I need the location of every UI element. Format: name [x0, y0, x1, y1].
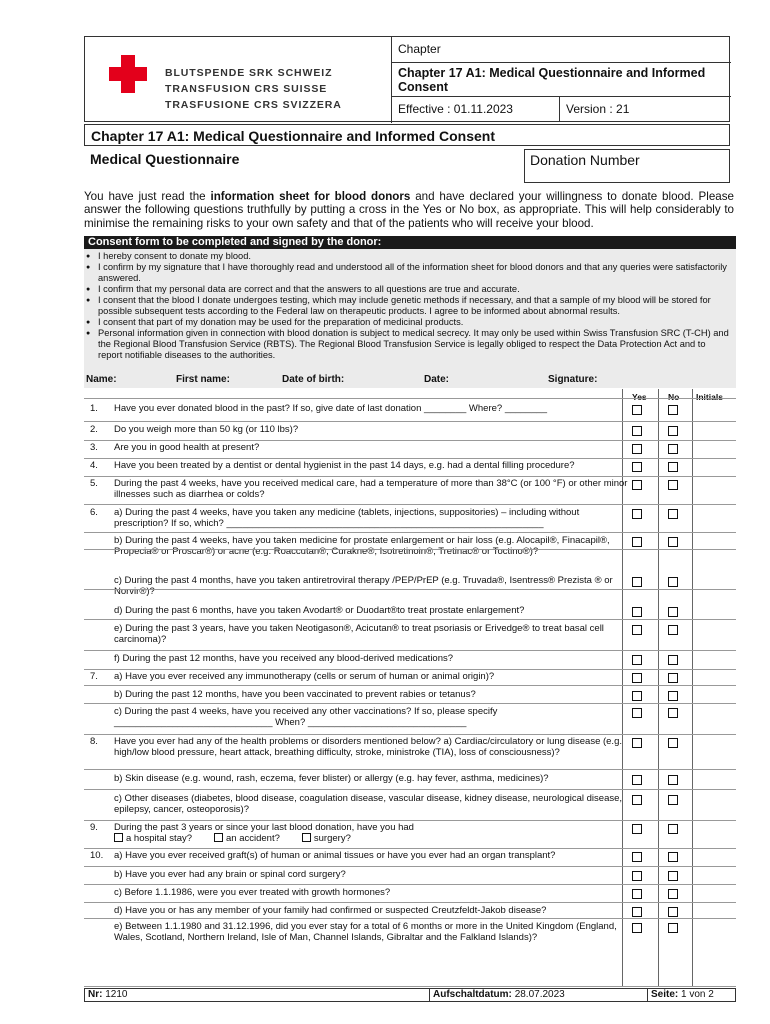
no-checkbox[interactable]	[668, 889, 678, 899]
page-title: Medical Questionnaire	[90, 151, 240, 167]
yes-column-header: Yes	[632, 392, 647, 402]
no-checkbox[interactable]	[668, 824, 678, 834]
chapter-label: Chapter	[392, 37, 731, 63]
yes-checkbox[interactable]	[632, 852, 642, 862]
row-divider	[84, 734, 736, 735]
no-checkbox[interactable]	[668, 405, 678, 415]
org-line-it: TRASFUSIONE CRS SVIZZERA	[165, 99, 342, 111]
question-text-main: b) During the past 4 weeks, have you taken medicine for prostate enlargement or hair loss (e.g. Alocapil®, Finacapil®, Propecia® or Proscar®) or acne (e.g. Roaccutan®, Curakne®, Isotretinoin®, Tretinac® or Toctino®)?	[114, 535, 610, 558]
question-text	[114, 773, 634, 784]
row-divider	[84, 440, 736, 441]
row-divider	[84, 398, 736, 399]
yes-checkbox[interactable]	[632, 405, 642, 415]
question-text-main: d) Have you or has any member of your family had confirmed or suspected Creutzfeldt-Jakob disease?	[114, 905, 547, 916]
chapter-title: Chapter 17 A1: Medical Questionnaire and Informed Consent	[392, 63, 731, 97]
row-divider	[84, 619, 736, 620]
question-text-main: Are you in good health at present?	[114, 442, 260, 453]
question-text-main: b) During the past 12 months, have you been vaccinated to prevent rabies or tetanus?	[114, 689, 476, 700]
sub-option-checkbox[interactable]	[114, 833, 123, 842]
row-divider	[84, 820, 736, 821]
no-checkbox[interactable]	[668, 795, 678, 805]
signature-field-label[interactable]: Signature:	[548, 374, 598, 385]
sub-option-label: surgery?	[313, 833, 351, 845]
no-checkbox[interactable]	[668, 907, 678, 917]
question-text	[114, 442, 634, 453]
question-text	[114, 623, 634, 645]
yes-checkbox[interactable]	[632, 775, 642, 785]
question-text-main: c) Other diseases (diabetes, blood disease, coagulation disease, vascular disease, kidney disease, neurological disease, epilepsy, cancer, osteoporosis)?	[114, 793, 623, 816]
consent-heading: Consent form to be completed and signed by the donor:	[84, 236, 736, 249]
dob-field-label[interactable]: Date of birth:	[282, 374, 345, 385]
row-divider	[84, 589, 736, 590]
yes-checkbox[interactable]	[632, 871, 642, 881]
consent-list	[84, 249, 736, 361]
no-checkbox[interactable]	[668, 509, 678, 519]
date-label: Aufschaltdatum:	[433, 989, 512, 1000]
row-divider	[84, 504, 736, 505]
question-text-main: b) Have you ever had any brain or spinal cord surgery?	[114, 869, 346, 880]
question-number: 10.	[90, 850, 104, 861]
sub-option[interactable]	[214, 833, 280, 844]
question-text-main: d) During the past 6 months, have you taken Avodart® or Duodart®to treat prostate enlargement?	[114, 605, 525, 616]
question-text	[114, 736, 634, 758]
question-text-main: c) During the past 4 weeks, have you received any other vaccinations? If so, please specify ______________________________ When? ______________________________	[114, 706, 498, 729]
consent-item: ● I hereby consent to donate my blood.	[86, 251, 732, 262]
question-number: 6.	[90, 507, 98, 518]
question-text-main: e) Between 1.1.1980 and 31.12.1996, did you ever stay for a total of 6 months or more in the United Kingdom (England, Wales, Scotland, Northern Ireland, Isle of Man, Channel Islands, Gibraltar and the Falkland Islands)?	[114, 921, 617, 944]
yes-checkbox[interactable]	[632, 444, 642, 454]
question-text	[114, 478, 634, 500]
yes-checkbox[interactable]	[632, 462, 642, 472]
yes-checkbox[interactable]	[632, 795, 642, 805]
nr-value: 1210	[105, 989, 128, 1000]
no-checkbox[interactable]	[668, 738, 678, 748]
yes-checkbox[interactable]	[632, 738, 642, 748]
no-checkbox[interactable]	[668, 577, 678, 587]
question-text	[114, 671, 634, 682]
intro-part2: and have declared your willingness to donate blood. Please answer the following questions truthfully by putting a cross in the Yes or No box, as appropriate. This will help considerably to minimise the remaining risks to your own safety and that of the patients who will receive your blood.	[84, 190, 734, 230]
yes-checkbox[interactable]	[632, 607, 642, 617]
question-text-main: a) During the past 4 weeks, have you taken any medicine (tablets, injections, suppositories) – including without prescription? If so, which? ____________________________________________________________	[114, 507, 580, 530]
header-info	[391, 37, 731, 123]
sub-option-label: an accident?	[226, 833, 280, 845]
question-text	[114, 793, 634, 815]
yes-checkbox[interactable]	[632, 655, 642, 665]
intro-part1: You have just read the	[84, 190, 211, 203]
question-text-main: During the past 4 weeks, have you received medical care, had a temperature of more than 38°C (or 100 °F) or other minor illnesses such as diarrhea or colds?	[114, 478, 628, 501]
question-text	[114, 403, 634, 414]
row-divider	[84, 703, 736, 704]
logo-area	[85, 37, 391, 123]
no-checkbox[interactable]	[668, 923, 678, 933]
question-text	[114, 921, 634, 943]
question-number: 7.	[90, 671, 98, 682]
no-checkbox[interactable]	[668, 775, 678, 785]
yes-checkbox[interactable]	[632, 889, 642, 899]
question-text	[114, 869, 634, 880]
no-checkbox[interactable]	[668, 537, 678, 547]
row-divider	[84, 986, 736, 987]
page-value: 1 von 2	[681, 989, 714, 1000]
row-divider	[84, 866, 736, 867]
row-divider	[84, 458, 736, 459]
question-text	[114, 605, 634, 616]
donation-number-field[interactable]	[524, 149, 730, 183]
question-text	[114, 535, 634, 557]
header-meta	[392, 97, 731, 121]
no-checkbox[interactable]	[668, 655, 678, 665]
question-text	[114, 653, 634, 664]
sub-option-checkbox[interactable]	[214, 833, 223, 842]
question-text-main: Have you ever donated blood in the past? If so, give date of last donation ________ Where? ________	[114, 403, 548, 414]
no-checkbox[interactable]	[668, 673, 678, 683]
donation-number-label: Donation Number	[530, 152, 640, 168]
question-text	[114, 507, 634, 529]
document-header	[84, 36, 730, 122]
org-line-de: BLUTSPENDE SRK SCHWEIZ	[165, 67, 333, 79]
consent-item: ● Personal information given in connection with blood donation is subject to medical secrecy. It may only be used within Swiss Transfusion SRC (T-CH) and the Regional Blood Transfusion Service (RBTS). The Regional Blood Transfusion Service is legally obliged to respect the Data Protection Act and to report notifiable diseases to the authorities.	[86, 328, 732, 361]
no-checkbox[interactable]	[668, 708, 678, 718]
initials-column-header: Initials	[696, 392, 723, 402]
question-text	[114, 689, 634, 700]
no-checkbox[interactable]	[668, 852, 678, 862]
row-divider	[84, 848, 736, 849]
column-divider	[658, 389, 659, 987]
question-text-main: Have you been treated by a dentist or dental hygienist in the past 14 days, e.g. had a dental filling procedure?	[114, 460, 575, 471]
no-checkbox[interactable]	[668, 691, 678, 701]
yes-checkbox[interactable]	[632, 625, 642, 635]
question-text-main: c) Before 1.1.1986, were you ever treated with growth hormones?	[114, 887, 391, 898]
consent-item: ● I consent that the blood I donate undergoes testing, which may include genetic methods if necessary, and that a sample of my blood will be stored for possible subsequent tests according to the Federal law on therapeutic products. I agree to be informed about abnormal results.	[86, 295, 732, 317]
date-value: 28.07.2023	[514, 989, 565, 1000]
sub-option[interactable]	[114, 833, 192, 844]
sub-options	[114, 833, 634, 844]
question-number: 2.	[90, 424, 98, 435]
row-divider	[84, 685, 736, 686]
question-text-main: Do you weigh more than 50 kg (or 110 lbs)?	[114, 424, 299, 435]
no-checkbox[interactable]	[668, 607, 678, 617]
version: Version : 21	[566, 102, 630, 116]
intro-paragraph	[84, 190, 734, 230]
row-divider	[84, 789, 736, 790]
consent-item: ● I confirm by my signature that I have thoroughly read and understood all of the information sheet for blood donors and that any queries were satisfactorily answered.	[86, 262, 732, 284]
consent-item: ● I confirm that my personal data are correct and that the answers to all questions are true and accurate.	[86, 284, 732, 295]
row-divider	[84, 650, 736, 651]
no-checkbox[interactable]	[668, 426, 678, 436]
yes-checkbox[interactable]	[632, 824, 642, 834]
question-number: 3.	[90, 442, 98, 453]
no-checkbox[interactable]	[668, 462, 678, 472]
question-text	[114, 822, 634, 844]
no-checkbox[interactable]	[668, 625, 678, 635]
sub-option-label: a hospital stay?	[126, 833, 193, 845]
no-checkbox[interactable]	[668, 871, 678, 881]
yes-checkbox[interactable]	[632, 509, 642, 519]
date-field-label[interactable]: Date:	[424, 374, 450, 385]
consent-section	[84, 236, 736, 388]
question-number: 8.	[90, 736, 98, 747]
question-number: 9.	[90, 822, 98, 833]
row-divider	[84, 532, 736, 533]
sub-option[interactable]	[302, 833, 351, 844]
name-field-label[interactable]: Name:	[86, 374, 117, 385]
row-divider	[84, 769, 736, 770]
yes-checkbox[interactable]	[632, 923, 642, 933]
row-divider	[84, 918, 736, 919]
row-divider	[84, 884, 736, 885]
yes-checkbox[interactable]	[632, 691, 642, 701]
no-checkbox[interactable]	[668, 480, 678, 490]
page-footer	[84, 988, 736, 1002]
question-text	[114, 575, 634, 597]
yes-checkbox[interactable]	[632, 577, 642, 587]
question-text-main: e) During the past 3 years, have you taken Neotigason®, Acicutan® to treat psoriasis or Erivedge® to treat basal cell carcinoma)?	[114, 623, 604, 646]
yes-checkbox[interactable]	[632, 480, 642, 490]
yes-checkbox[interactable]	[632, 708, 642, 718]
question-text-main: Have you ever had any of the health problems or disorders mentioned below? a) Cardiac/circulatory or lung disease (e.g. high/low blood pressure, heart attack, breathing difficulty, stroke, ministroke (TIA), loss of consciousness)?	[114, 736, 622, 759]
question-table	[84, 389, 736, 987]
question-text	[114, 905, 634, 916]
question-text-main: b) Skin disease (e.g. wound, rash, eczema, fever blister) or allergy (e.g. hay fever, asthma, medicines)?	[114, 773, 549, 784]
question-number: 1.	[90, 403, 98, 414]
question-text	[114, 706, 634, 728]
intro-bold: information sheet for blood donors	[210, 190, 411, 203]
chapter-bar: Chapter 17 A1: Medical Questionnaire and Informed Consent	[84, 124, 730, 146]
question-text-main: f) During the past 12 months, have you received any blood-derived medications?	[114, 653, 454, 664]
question-text-main: c) During the past 4 months, have you taken antiretroviral therapy /PEP/PrEP (e.g. Truvada®, Isentress® Prezista ® or Norvir®)?	[114, 575, 613, 598]
first-name-field-label[interactable]: First name:	[176, 374, 230, 385]
effective-date: Effective : 01.11.2023	[392, 97, 560, 121]
no-checkbox[interactable]	[668, 444, 678, 454]
question-text	[114, 424, 634, 435]
question-text-main: a) Have you ever received any immunotherapy (cells or serum of human or animal origin)?	[114, 671, 495, 682]
footer-page	[648, 989, 735, 1001]
question-text-main: a) Have you ever received graft(s) of human or animal tissues or have you ever had an organ transplant?	[114, 850, 556, 861]
page-label: Seite:	[651, 989, 679, 1000]
row-divider	[84, 476, 736, 477]
yes-checkbox[interactable]	[632, 907, 642, 917]
column-divider	[692, 389, 693, 987]
question-text	[114, 460, 634, 471]
row-divider	[84, 421, 736, 422]
row-divider	[84, 902, 736, 903]
question-text-main: During the past 3 years or since your last blood donation, have you had	[114, 822, 414, 833]
consent-item: ● I consent that part of my donation may be used for the preparation of medicinal products.	[86, 317, 732, 328]
yes-checkbox[interactable]	[632, 426, 642, 436]
red-cross-logo-icon	[109, 55, 147, 93]
yes-checkbox[interactable]	[632, 537, 642, 547]
footer-nr	[85, 989, 430, 1001]
question-text	[114, 887, 634, 898]
row-divider	[84, 669, 736, 670]
question-text	[114, 850, 634, 861]
nr-label: Nr:	[88, 989, 103, 1000]
footer-date	[430, 989, 648, 1001]
row-divider	[84, 549, 736, 550]
question-number: 4.	[90, 460, 98, 471]
question-number: 5.	[90, 478, 98, 489]
sub-option-checkbox[interactable]	[302, 833, 311, 842]
org-line-fr: TRANSFUSION CRS SUISSE	[165, 83, 328, 95]
no-column-header: No	[668, 392, 680, 402]
yes-checkbox[interactable]	[632, 673, 642, 683]
